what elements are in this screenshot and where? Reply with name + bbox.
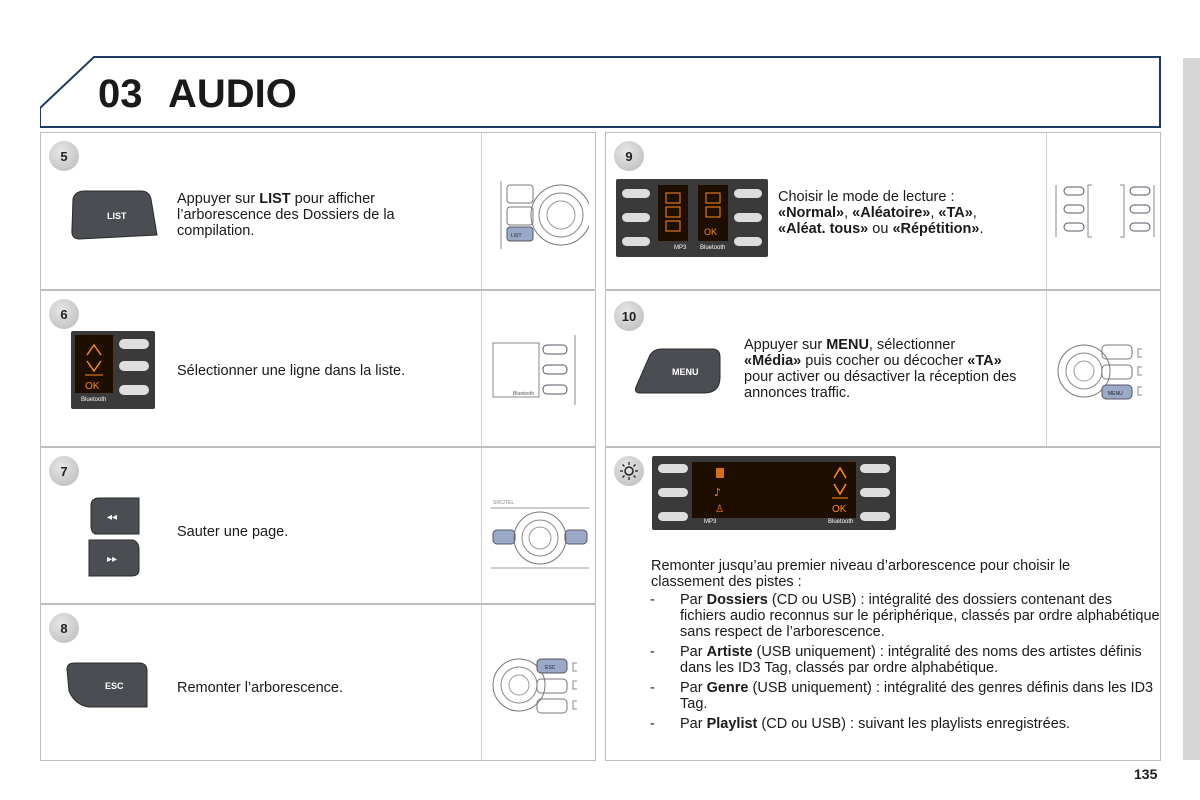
list-item [650,680,1160,712]
display-mp3-label: MP3 [674,245,687,251]
fast-forward-button-icon [87,538,143,578]
side-key [860,464,890,473]
side-key [734,189,762,198]
panel-divider [1046,291,1047,446]
list-item [650,644,1160,676]
menu-key-icon [632,347,722,395]
step-10-t2: , sélectionner [868,337,956,353]
step-8-text: Remonter l’arborescence. [177,680,344,696]
step-7-text: Sauter une page. [177,524,289,540]
ref-menu-label: MENU [1108,391,1123,397]
list-ok-icon [698,185,728,241]
side-key [622,189,650,198]
display-drawing-list [491,333,591,407]
tip-display-screen [692,462,856,518]
rewind-button-icon [87,496,143,536]
item-bold: Dossiers [706,592,768,608]
display-screen-left [658,185,688,241]
item-pre: Par [680,680,707,696]
sort-options-list [650,592,1160,736]
item-bold: Playlist [706,716,758,732]
list-key-label: LIST [107,211,127,221]
step-9-intro: Choisir le mode de lecture : [778,189,955,205]
tip-badge [614,456,644,486]
step-5-text-pre: Appuyer sur [177,191,260,207]
svg-text:♙: ♙ [715,504,724,515]
panel-divider [481,133,482,289]
sep: , [972,205,977,221]
list-dash: - [650,716,655,732]
step-5-text-bold: LIST [259,191,291,207]
step-badge: 9 [614,141,644,171]
list-dash: - [650,680,655,696]
item-bold: Artiste [706,644,753,660]
list-dash: - [650,592,655,608]
radio-drawing-seek [489,496,591,572]
side-key [119,361,149,371]
step-10-t4: puis cocher ou décocher [801,353,968,369]
step-10-menu: MENU [826,337,869,353]
step-10-ta: «TA» [967,353,1002,369]
step-5-panel [40,132,596,290]
ref-esc-label: ESC [545,665,556,671]
side-key [119,339,149,349]
step-badge: 8 [49,613,79,643]
side-key [658,512,688,521]
tree-levels-icon [692,462,856,518]
list-boxes-icon [658,185,688,241]
mode-normal: «Normal» [778,205,845,221]
radio-drawing-menu [1056,333,1158,409]
panel-divider [481,291,482,446]
display-screen-right [698,185,728,241]
step-5-text [177,191,439,239]
side-key [734,213,762,222]
arrows-ok-icon [75,335,113,393]
item-post: (USB uniquement) : intégralité des genres définis dans les ID3 Tag. [680,680,1154,712]
step-10-media: «Média» [744,353,802,369]
panel-divider [481,605,482,760]
sep: ou [868,221,893,237]
display-drawing-mode [1052,181,1158,241]
tip-display-module [652,456,896,530]
esc-key-label: ESC [105,681,124,691]
list-item [650,716,1160,732]
list-dash: - [650,644,655,660]
step-badge: 6 [49,299,79,329]
display-screen [75,335,113,393]
display-ok-label: OK [85,381,100,392]
display-ok-label: OK [704,227,718,237]
mode-display-module [616,179,768,257]
item-bold: Genre [706,680,749,696]
side-tab [1183,58,1200,760]
menu-key-label: MENU [672,367,699,377]
item-pre: Par [680,592,707,608]
mode-random: «Aléatoire» [852,205,931,221]
step-7-panel [40,447,596,604]
svg-text:◂◂: ◂◂ [107,512,118,523]
svg-text:♪: ♪ [714,486,722,499]
mode-repeat: «Répétition» [892,221,980,237]
side-key [860,488,890,497]
step-badge: 10 [614,301,644,331]
ref-bluetooth-label: Bluetooth [513,391,535,397]
panel-divider [481,448,482,603]
panel-divider [1046,133,1047,289]
side-key [119,385,149,395]
chapter-title: AUDIO [168,72,297,116]
side-key [658,488,688,497]
side-key [622,237,650,246]
radio-drawing-esc [491,647,593,723]
side-key [734,237,762,246]
sep: . [979,221,984,237]
list-item [650,592,1160,640]
step-5-text-post: pour afficher l’arborescence des Dossiers de la compilation. [177,191,395,239]
item-post: (CD ou USB) : suivant les playlists enregistrées. [757,716,1071,732]
svg-text:▸▸: ▸▸ [107,554,118,565]
radio-drawing-list [497,177,589,253]
step-10-t1: Appuyer sur [744,337,827,353]
mode-random-all: «Aléat. tous» [778,221,869,237]
step-10-panel [605,290,1161,447]
display-ok-label: OK [832,504,847,515]
display-brand-label: Bluetooth [700,245,726,251]
item-pre: Par [680,716,707,732]
ref-src-label: SRC/TEL [493,500,515,506]
item-pre: Par [680,644,707,660]
step-6-text: Sélectionner une ligne dans la liste. [177,363,406,379]
side-key [860,512,890,521]
display-module [71,331,155,409]
display-mp3-label: MP3 [704,519,717,525]
display-brand-label: Bluetooth [828,519,854,525]
sep: , [930,205,939,221]
esc-key-icon [65,661,151,709]
sun-icon [620,462,638,480]
tip-intro: Remonter jusqu’au premier niveau d’arborescence pour choisir le classement des pistes : [651,558,1071,590]
mode-ta: «TA» [938,205,973,221]
side-key [622,213,650,222]
display-brand-label: Bluetooth [81,397,107,403]
step-9-text [778,189,1040,237]
list-key-icon [69,189,159,241]
step-9-panel [605,132,1161,290]
step-10-t6: pour activer ou désactiver la réception des annonces traffic. [744,369,1017,401]
page-number: 135 [1134,766,1158,782]
item-post: (USB uniquement) : intégralité des noms des artistes définis dans les ID3 Tag, classés par ordre alphabétique. [680,644,1142,676]
item-post: (CD ou USB) : intégralité des dossiers contenant des fichiers audio reconnus sur le périphérique, classés par ordre alphabétique sans respect de l’arborescence. [680,592,1160,640]
step-10-text [744,337,1040,401]
step-8-panel [40,604,596,761]
side-key [658,464,688,473]
step-badge: 5 [49,141,79,171]
step-6-panel [40,290,596,447]
chapter-number: 03 [98,72,143,116]
ref-list-label: LIST [511,233,522,239]
step-badge: 7 [49,456,79,486]
sep: , [844,205,853,221]
chapter-header [40,56,1162,128]
